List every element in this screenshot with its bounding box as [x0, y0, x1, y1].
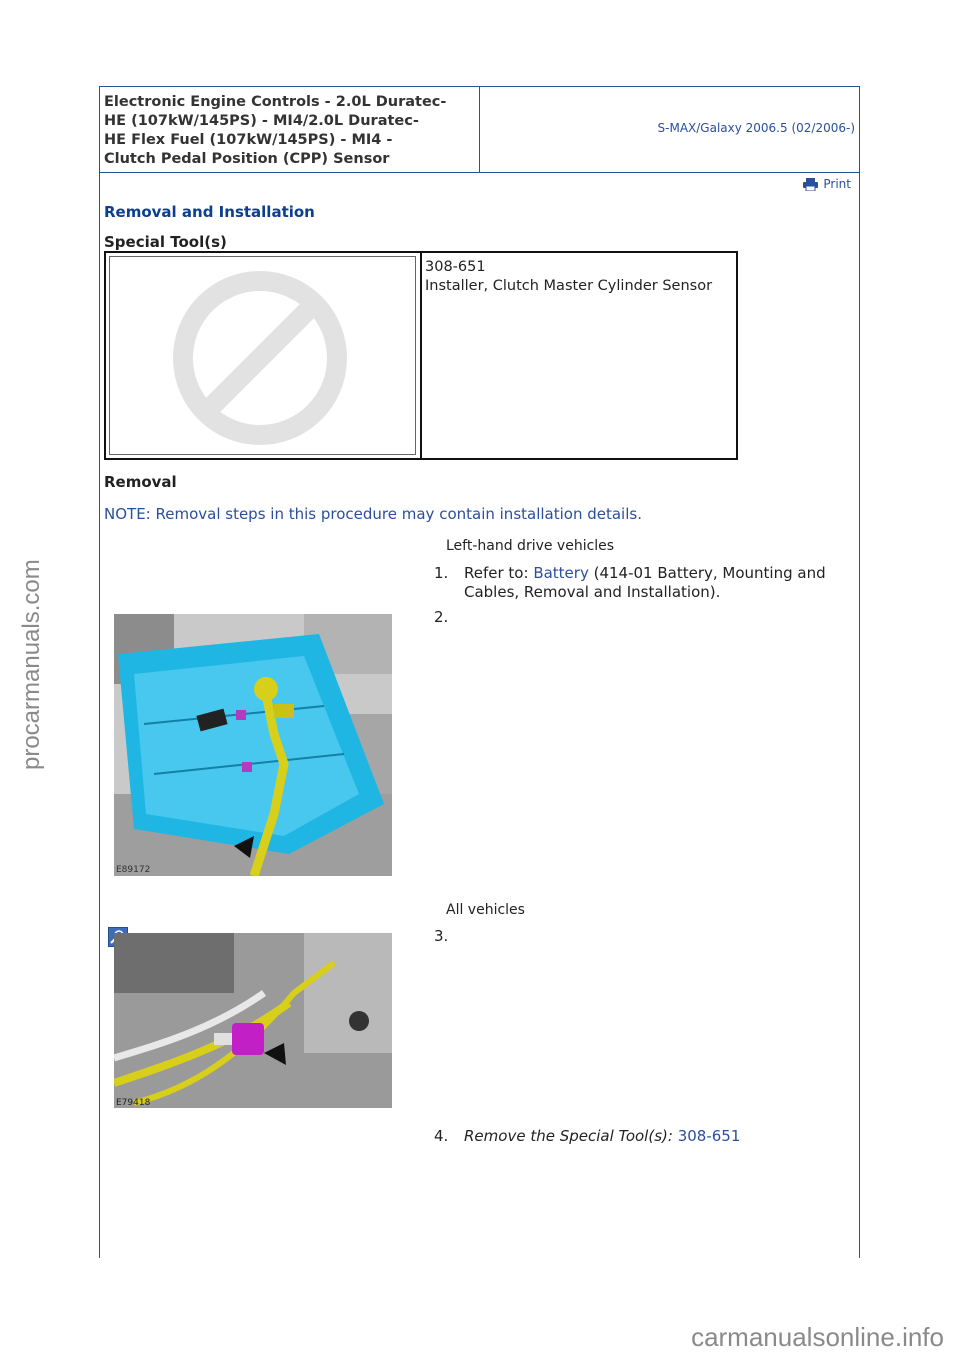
- vehicle-model: S-MAX/Galaxy 2006.5 (02/2006-): [657, 121, 855, 135]
- battery-tray-illustration: [114, 614, 392, 876]
- header-divider: [479, 87, 480, 172]
- caption-left-hand-drive: Left-hand drive vehicles: [446, 538, 615, 554]
- tool-name: Installer, Clutch Master Cylinder Sensor: [425, 278, 713, 294]
- special-tools-heading: Special Tool(s): [104, 233, 227, 251]
- section-title: Removal and Installation: [104, 203, 315, 221]
- figure-cpp-sensor: [114, 933, 392, 1108]
- tool-description: [425, 258, 712, 296]
- side-watermark: procarmanuals.com: [18, 559, 45, 770]
- removal-note: NOTE: Removal steps in this procedure may contain installation details.: [104, 505, 642, 523]
- caption-all-vehicles: All vehicles: [446, 902, 525, 918]
- tool-table-divider: [420, 253, 422, 458]
- figure-id-2: E79418: [116, 1098, 151, 1108]
- figure-id-1: E89172: [116, 865, 151, 875]
- print-button[interactable]: [803, 177, 851, 191]
- special-tool-link[interactable]: 308-651: [677, 1127, 741, 1145]
- footer-watermark: carmanualsonline.info: [691, 1322, 944, 1352]
- figure-battery-tray: [114, 614, 392, 876]
- tool-image-placeholder: [109, 256, 416, 455]
- document-title: Electronic Engine Controls - 2.0L Duratec- HE (107kW/145PS) - MI4/2.0L Duratec- HE Flex Fuel (107kW/145PS) - MI4 - Clutch Pedal Position (CPP) Sensor: [104, 94, 447, 167]
- document-header: [100, 87, 859, 173]
- no-image-icon: [110, 257, 415, 454]
- tool-number: 308-651: [425, 259, 486, 275]
- removal-heading: Removal: [104, 473, 177, 491]
- special-tool-table: [104, 251, 738, 460]
- document-frame: Electronic Engine Controls - 2.0L Duratec- HE (107kW/145PS) - MI4/2.0L Duratec- HE Flex Fuel (107kW/145PS) - MI4 - Clutch Pedal Position (CPP) Sensor S-MAX/Galaxy 2006.5 (02/2006-) Print Removal and Installation Special Tool(s) 308-651 Installer, Clutch Master Cylinder Sensor Removal NOTE: Removal steps in this procedure may contain installation details. Left-hand drive vehicles 1. Refer to: Battery (414-01 Battery, Mounting and Cables, Removal and Installation). 2. E89172 All vehicles 3. E79418 4. Remove the Special Tool(s): 308-651: [99, 86, 860, 1258]
- print-label: Print: [823, 177, 851, 191]
- printer-icon: [803, 178, 818, 191]
- battery-link[interactable]: Battery: [533, 564, 589, 582]
- cpp-sensor-illustration: [114, 933, 392, 1108]
